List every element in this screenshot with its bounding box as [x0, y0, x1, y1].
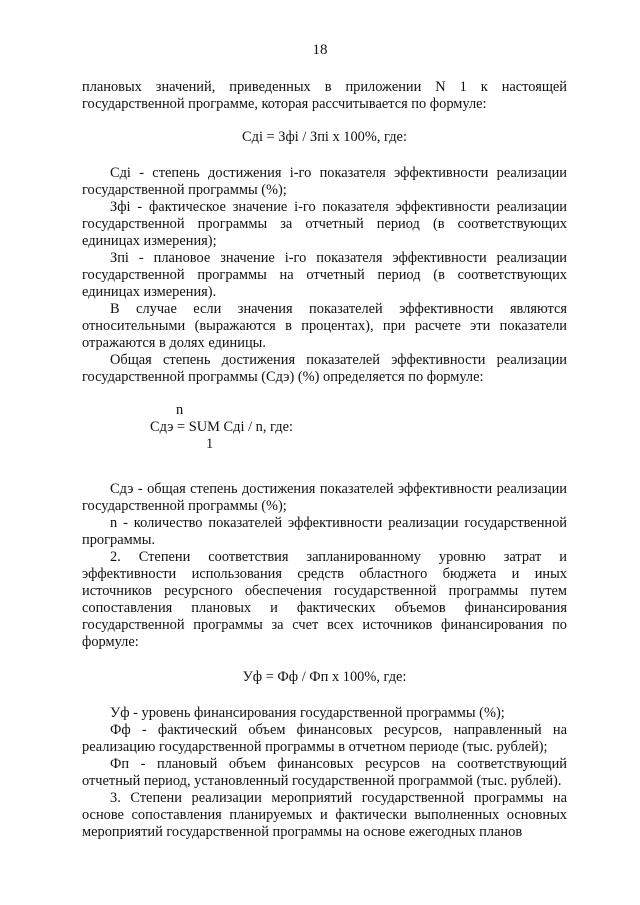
sum-lower-limit: 1	[206, 436, 214, 452]
sum-upper-limit: n	[176, 402, 184, 418]
definition-sde: Сдэ - общая степень достижения показателей эффективности реализации государственной программы (%);	[82, 481, 567, 514]
definition-fp: Фп - плановый объем финансовых ресурсов на соответствующий отчетный период, установленный государственной программой (тыс. рублей).	[82, 756, 567, 789]
relative-values-note: В случае если значения показателей эффективности являются относительными (выражаются в процентах), при расчете эти показатели отражаются в долях единицы.	[82, 301, 567, 351]
sum-formula: Сдэ = SUM Сдi / n, где:	[150, 419, 293, 435]
definition-zfi: Зфi - фактическое значение i-го показателя эффективности реализации государственной программы за отчетный период (в соответствующих единицах измерения);	[82, 199, 567, 249]
point-3-paragraph: 3. Степени реализации мероприятий государственной программы на основе сопоставления планируемых и фактически выполненных основных мероприятий государственной программы на основе ежегодных планов	[82, 790, 567, 840]
formula-sdi: Сдi = Зфi / Зпi x 100%, где:	[242, 129, 407, 145]
definition-sdi: Сдi - степень достижения i-го показателя эффективности реализации государственной программы (%);	[82, 165, 567, 198]
definition-zpi: Зпi - плановое значение i-го показателя эффективности реализации государственной программы на отчетный период (в соответствующих единицах измерения).	[82, 250, 567, 300]
formula-sde	[82, 402, 567, 469]
page-number: 18	[312, 42, 328, 58]
definition-uf: Уф - уровень финансирования государственной программы (%);	[110, 705, 505, 721]
definition-ff: Фф - фактический объем финансовых ресурсов, направленный на реализацию государственной программы в отчетном периоде (тыс. рублей);	[82, 722, 567, 755]
intro-paragraph: плановых значений, приведенных в приложении N 1 к настоящей государственной программе, которая рассчитывается по формуле:	[82, 79, 567, 112]
definition-n: n - количество показателей эффективности реализации государственной программы.	[82, 515, 567, 548]
overall-degree-intro: Общая степень достижения показателей эффективности реализации государственной программы (Сдэ) (%) определяется по формуле:	[82, 352, 567, 385]
formula-uf: Уф = Фф / Фп x 100%, где:	[242, 669, 407, 685]
point-2-paragraph: 2. Степени соответствия запланированному уровню затрат и эффективности использования средств областного бюджета и иных источников ресурсного обеспечения государственной программы путем сопоставления плановых и фактических объемов финансирования государственной программы за счет всех источников финансирования по формуле:	[82, 549, 567, 650]
document-body	[82, 79, 567, 841]
